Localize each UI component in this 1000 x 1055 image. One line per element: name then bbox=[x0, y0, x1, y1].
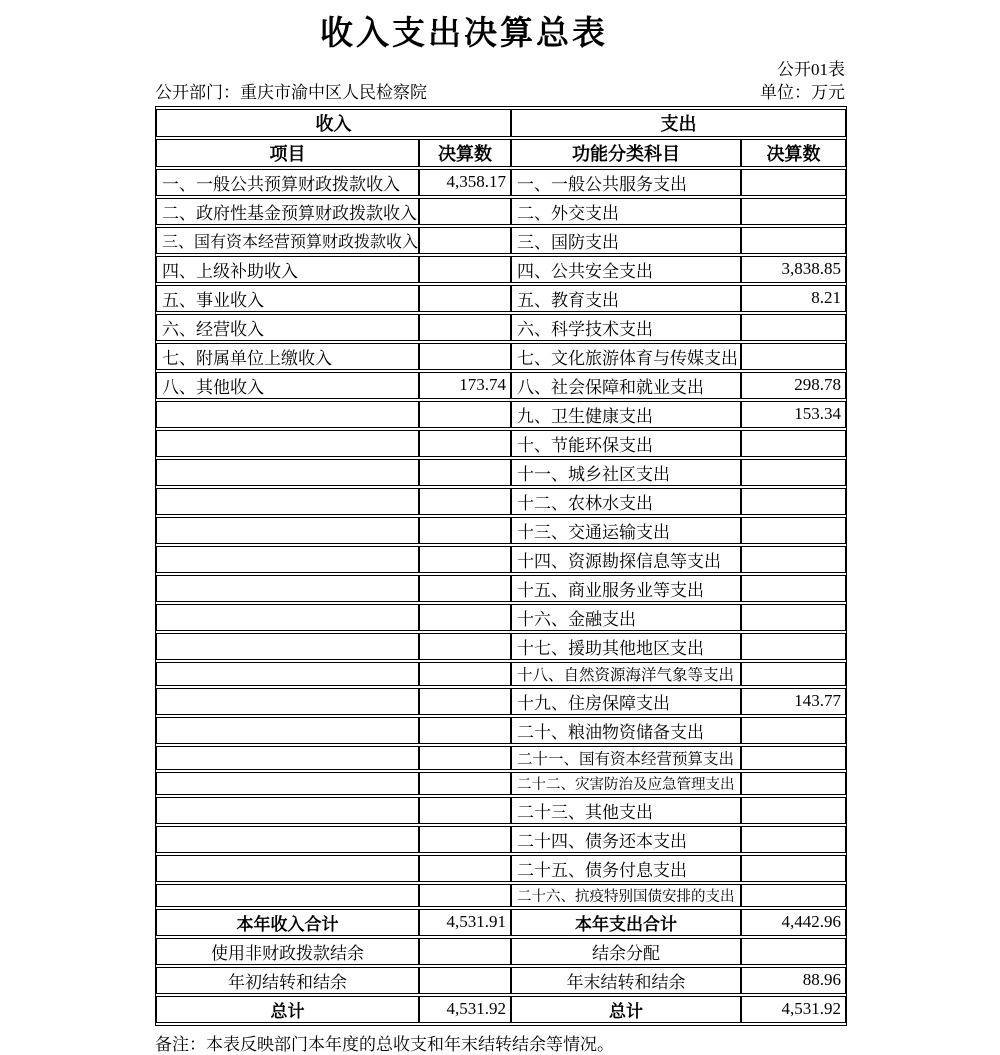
expense-category: 七、文化旅游体育与传媒支出 bbox=[511, 343, 741, 370]
expense-category: 十、节能环保支出 bbox=[511, 430, 741, 457]
table-row bbox=[156, 198, 846, 225]
summary-row bbox=[156, 996, 846, 1023]
expense-category: 二十六、抗疫特别国债安排的支出 bbox=[511, 884, 741, 907]
summary-row bbox=[156, 967, 846, 994]
income-item bbox=[156, 662, 419, 686]
income-amount bbox=[419, 797, 511, 824]
income-amount bbox=[419, 546, 511, 573]
expense-amount bbox=[741, 746, 846, 770]
page-title: 收入支出决算总表 bbox=[320, 16, 608, 52]
expense-amount bbox=[741, 604, 846, 631]
table-row bbox=[156, 430, 846, 457]
income-amount bbox=[419, 227, 511, 254]
expense-amount bbox=[741, 343, 846, 370]
income-item bbox=[156, 430, 419, 457]
table-row bbox=[156, 855, 846, 882]
income-amount bbox=[419, 662, 511, 686]
summary-expense-amount bbox=[741, 938, 846, 965]
income-item bbox=[156, 488, 419, 515]
income-item bbox=[156, 459, 419, 486]
table-row bbox=[156, 517, 846, 544]
summary-expense-label: 年末结转和结余 bbox=[511, 967, 741, 994]
summary-row bbox=[156, 909, 846, 936]
expense-section-header: 支出 bbox=[511, 109, 846, 137]
expense-category: 二十五、债务付息支出 bbox=[511, 855, 741, 882]
expense-amount bbox=[741, 575, 846, 602]
table-row bbox=[156, 488, 846, 515]
income-amount bbox=[419, 314, 511, 341]
expense-category: 二十三、其他支出 bbox=[511, 797, 741, 824]
income-item: 三、国有资本经营预算财政拨款收入 bbox=[156, 227, 419, 254]
summary-income-amount: 4,531.92 bbox=[419, 996, 511, 1023]
income-item bbox=[156, 855, 419, 882]
income-item bbox=[156, 797, 419, 824]
expense-category: 十九、住房保障支出 bbox=[511, 688, 741, 715]
income-amount bbox=[419, 401, 511, 428]
expense-amount bbox=[741, 314, 846, 341]
expense-category: 十二、农林水支出 bbox=[511, 488, 741, 515]
summary-income-amount bbox=[419, 967, 511, 994]
expense-category: 二十四、债务还本支出 bbox=[511, 826, 741, 853]
meta-row bbox=[155, 83, 845, 103]
column-header-row bbox=[156, 139, 846, 167]
income-amount bbox=[419, 855, 511, 882]
summary-expense-label: 本年支出合计 bbox=[511, 909, 741, 936]
income-amount bbox=[419, 488, 511, 515]
expense-category: 八、社会保障和就业支出 bbox=[511, 372, 741, 399]
table-row bbox=[156, 314, 846, 341]
income-item bbox=[156, 717, 419, 744]
unit-label: 单位：万元 bbox=[760, 83, 845, 103]
expense-amount bbox=[741, 430, 846, 457]
table-row bbox=[156, 401, 846, 428]
summary-expense-label: 结余分配 bbox=[511, 938, 741, 965]
expense-category: 四、公共安全支出 bbox=[511, 256, 741, 283]
income-amount bbox=[419, 459, 511, 486]
table-row bbox=[156, 227, 846, 254]
table-row bbox=[156, 372, 846, 399]
income-amount: 173.74 bbox=[419, 372, 511, 399]
col-header-expense-amount: 决算数 bbox=[741, 139, 846, 167]
table-body bbox=[156, 169, 846, 907]
expense-category: 五、教育支出 bbox=[511, 285, 741, 312]
expense-amount bbox=[741, 488, 846, 515]
summary-row bbox=[156, 938, 846, 965]
table-summary bbox=[156, 909, 846, 1023]
summary-income-label: 总计 bbox=[156, 996, 419, 1023]
summary-income-label: 使用非财政拨款结余 bbox=[156, 938, 419, 965]
expense-category: 二十、粮油物资储备支出 bbox=[511, 717, 741, 744]
income-item: 四、上级补助收入 bbox=[156, 256, 419, 283]
income-item: 六、经营收入 bbox=[156, 314, 419, 341]
expense-amount bbox=[741, 517, 846, 544]
expense-amount bbox=[741, 797, 846, 824]
income-amount bbox=[419, 256, 511, 283]
income-amount bbox=[419, 746, 511, 770]
income-item bbox=[156, 884, 419, 907]
expense-amount bbox=[741, 633, 846, 660]
table-row bbox=[156, 459, 846, 486]
document-content bbox=[155, 0, 845, 1055]
table-header bbox=[156, 109, 846, 167]
expense-amount bbox=[741, 855, 846, 882]
table-row bbox=[156, 884, 846, 907]
department-label: 公开部门：重庆市渝中区人民检察院 bbox=[155, 83, 427, 103]
income-item bbox=[156, 517, 419, 544]
expense-category: 三、国防支出 bbox=[511, 227, 741, 254]
table-row bbox=[156, 343, 846, 370]
expense-category: 十五、商业服务业等支出 bbox=[511, 575, 741, 602]
expense-amount: 298.78 bbox=[741, 372, 846, 399]
expense-category: 十一、城乡社区支出 bbox=[511, 459, 741, 486]
expense-amount bbox=[741, 662, 846, 686]
summary-expense-amount: 4,531.92 bbox=[741, 996, 846, 1023]
expense-category: 十四、资源勘探信息等支出 bbox=[511, 546, 741, 573]
section-header-row bbox=[156, 109, 846, 137]
summary-expense-label: 总计 bbox=[511, 996, 741, 1023]
income-item bbox=[156, 401, 419, 428]
income-amount bbox=[419, 343, 511, 370]
income-item bbox=[156, 826, 419, 853]
table-row bbox=[156, 772, 846, 795]
income-amount bbox=[419, 772, 511, 795]
income-amount: 4,358.17 bbox=[419, 169, 511, 196]
expense-amount bbox=[741, 717, 846, 744]
income-item bbox=[156, 633, 419, 660]
income-amount bbox=[419, 517, 511, 544]
expense-amount bbox=[741, 459, 846, 486]
income-amount bbox=[419, 884, 511, 907]
footnote: 备注：本表反映部门本年度的总收支和年末结转结余等情况。 bbox=[155, 1034, 614, 1054]
income-item bbox=[156, 746, 419, 770]
table-row bbox=[156, 285, 846, 312]
budget-table bbox=[155, 106, 847, 1026]
summary-income-amount bbox=[419, 938, 511, 965]
table-code: 公开01表 bbox=[777, 59, 845, 79]
expense-category: 二十二、灾害防治及应急管理支出 bbox=[511, 772, 741, 795]
expense-category: 六、科学技术支出 bbox=[511, 314, 741, 341]
income-item: 八、其他收入 bbox=[156, 372, 419, 399]
summary-expense-amount: 88.96 bbox=[741, 967, 846, 994]
table-row bbox=[156, 575, 846, 602]
income-amount bbox=[419, 826, 511, 853]
income-amount bbox=[419, 604, 511, 631]
expense-amount: 3,838.85 bbox=[741, 256, 846, 283]
income-amount bbox=[419, 430, 511, 457]
col-header-income-amount: 决算数 bbox=[419, 139, 511, 167]
income-item bbox=[156, 604, 419, 631]
income-amount bbox=[419, 285, 511, 312]
expense-category: 十八、自然资源海洋气象等支出 bbox=[511, 662, 741, 686]
expense-amount bbox=[741, 826, 846, 853]
expense-category: 九、卫生健康支出 bbox=[511, 401, 741, 428]
table-row bbox=[156, 604, 846, 631]
table-row bbox=[156, 797, 846, 824]
table-row bbox=[156, 633, 846, 660]
expense-category: 二、外交支出 bbox=[511, 198, 741, 225]
expense-amount bbox=[741, 198, 846, 225]
summary-income-label: 本年收入合计 bbox=[156, 909, 419, 936]
income-item: 七、附属单位上缴收入 bbox=[156, 343, 419, 370]
expense-category: 一、一般公共服务支出 bbox=[511, 169, 741, 196]
summary-expense-amount: 4,442.96 bbox=[741, 909, 846, 936]
expense-amount bbox=[741, 546, 846, 573]
summary-income-amount: 4,531.91 bbox=[419, 909, 511, 936]
table-row bbox=[156, 662, 846, 686]
income-amount bbox=[419, 717, 511, 744]
expense-amount bbox=[741, 169, 846, 196]
expense-category: 十七、援助其他地区支出 bbox=[511, 633, 741, 660]
income-amount bbox=[419, 688, 511, 715]
income-amount bbox=[419, 198, 511, 225]
expense-amount bbox=[741, 227, 846, 254]
income-amount bbox=[419, 575, 511, 602]
income-item bbox=[156, 688, 419, 715]
table-row bbox=[156, 717, 846, 744]
table-row bbox=[156, 256, 846, 283]
summary-income-label: 年初结转和结余 bbox=[156, 967, 419, 994]
col-header-category: 功能分类科目 bbox=[511, 139, 741, 167]
expense-amount bbox=[741, 772, 846, 795]
table-row bbox=[156, 688, 846, 715]
table-row bbox=[156, 546, 846, 573]
expense-category: 十三、交通运输支出 bbox=[511, 517, 741, 544]
income-item bbox=[156, 772, 419, 795]
col-header-item: 项目 bbox=[156, 139, 419, 167]
expense-amount bbox=[741, 884, 846, 907]
income-item: 一、一般公共预算财政拨款收入 bbox=[156, 169, 419, 196]
expense-category: 二十一、国有资本经营预算支出 bbox=[511, 746, 741, 770]
table-row bbox=[156, 746, 846, 770]
expense-category: 十六、金融支出 bbox=[511, 604, 741, 631]
income-item bbox=[156, 546, 419, 573]
expense-amount: 153.34 bbox=[741, 401, 846, 428]
income-item bbox=[156, 575, 419, 602]
table-row bbox=[156, 169, 846, 196]
expense-amount: 143.77 bbox=[741, 688, 846, 715]
table-row bbox=[156, 826, 846, 853]
income-amount bbox=[419, 633, 511, 660]
income-item: 五、事业收入 bbox=[156, 285, 419, 312]
expense-amount: 8.21 bbox=[741, 285, 846, 312]
income-section-header: 收入 bbox=[156, 109, 511, 137]
income-item: 二、政府性基金预算财政拨款收入 bbox=[156, 198, 419, 225]
